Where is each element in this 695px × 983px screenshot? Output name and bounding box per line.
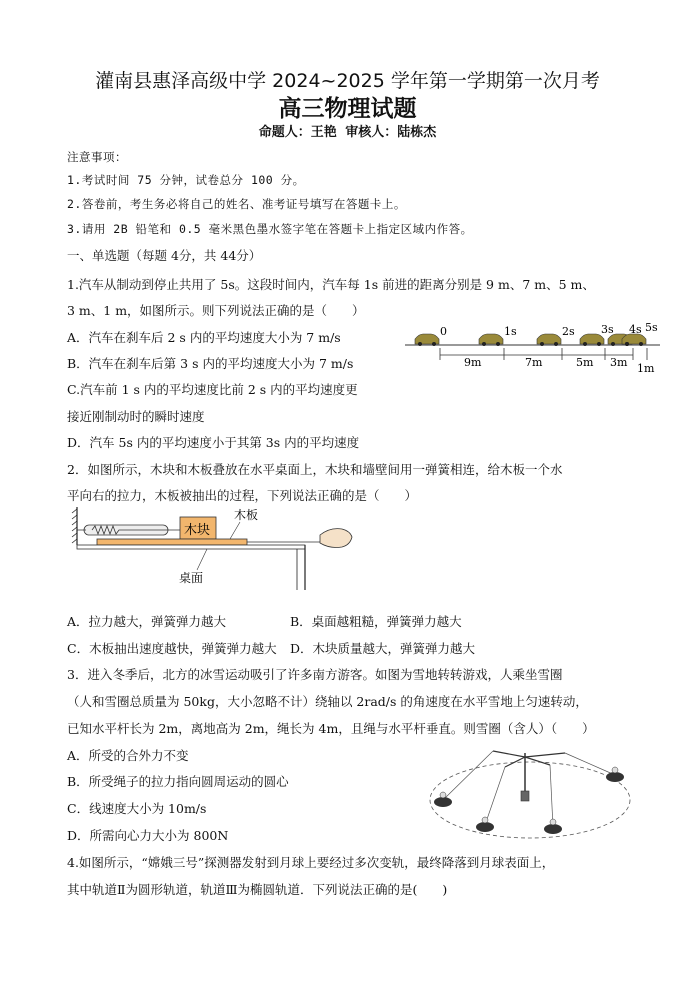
q3-stem-2: （人和雪圈总质量为 50kg，大小忽略不计）绕轴以 2rad/s 的角速度在水平雪地上匀速转动， <box>67 694 588 709</box>
q2-stem-1: 2．如图所示，木块和木板叠放在水平桌面上，木块和墙壁间用一弹簧相连，给木板一个水 <box>67 462 563 477</box>
q3-option-b: B．所受绳子的拉力指向圆周运动的圆心 <box>67 774 289 789</box>
spring-block-figure <box>72 505 362 590</box>
time-label-2s: 2s <box>562 325 575 338</box>
q3-option-c: C．线速度大小为 10m/s <box>67 801 207 816</box>
board-label: 木板 <box>234 508 259 522</box>
q3-option-a: A．所受的合外力不变 <box>67 748 189 763</box>
time-label-5s: 5s <box>645 321 658 334</box>
q3-stem-1: 3．进入冬季后，北方的冰雪运动吸引了许多南方游客。如图为雪地转转游戏，人乘坐雪圈 <box>67 667 563 682</box>
q1-stem-2: 3 m、1 m，如图所示。则下列说法正确的是（ ） <box>67 303 365 318</box>
car-icon <box>479 334 503 344</box>
notes-heading: 注意事项： <box>67 150 127 164</box>
snow-ring-rider-icon <box>544 824 562 834</box>
distance-label-1m: 1m <box>637 362 655 375</box>
exam-title: 高三物理试题 <box>278 96 417 122</box>
distance-label-5m: 5m <box>576 356 594 369</box>
q1-option-c-1: C.汽车前 1 s 内的平均速度比前 2 s 内的平均速度更 <box>67 382 358 397</box>
q2-option-b: B．桌面越粗糙，弹簧弹力越大 <box>290 614 462 629</box>
q1-option-d: D．汽车 5s 内的平均速度小于其第 3s 内的平均速度 <box>67 435 360 450</box>
car-icon <box>415 334 439 344</box>
hand-icon <box>320 529 352 548</box>
distance-label-9m: 9m <box>464 356 482 369</box>
q1-option-c-2: 接近刚制动时的瞬时速度 <box>67 409 205 424</box>
q4-stem-2: 其中轨道Ⅱ为圆形轨道，轨道Ⅲ为椭圆轨道．下列说法正确的是( ) <box>67 882 448 897</box>
car-braking-figure <box>400 320 665 375</box>
note-item-1: 1.考试时间 75 分钟，试卷总分 100 分。 <box>67 173 305 187</box>
q1-option-b: B．汽车在刹车后第 3 s 内的平均速度大小为 7 m/s <box>67 356 354 371</box>
q3-option-d: D．所需向心力大小为 800N <box>67 828 229 843</box>
q3-stem-3: 已知水平杆长为 2m，离地高为 2m，绳长为 4m，且绳与水平杆垂直。则雪圈（含人）（ ） <box>67 721 595 736</box>
note-item-2: 2.答卷前，考生务必将自己的姓名、准考证号填写在答题卡上。 <box>67 197 406 211</box>
car-icon <box>537 334 561 344</box>
block-label: 木块 <box>184 523 211 538</box>
snow-ring-rider-icon <box>606 772 624 782</box>
school-title: 灌南县惠泽高级中学 2024~2025 学年第一学期第一次月考 <box>95 70 600 92</box>
distance-label-3m: 3m <box>610 356 628 369</box>
authors-line: 命题人：王艳 审核人：陆栋杰 <box>258 125 437 140</box>
snow-ring-rider-icon <box>476 822 494 832</box>
snow-ring-figure <box>425 745 635 845</box>
note-item-3: 3.请用 2B 铅笔和 0.5 毫米黑色墨水签字笔在答题卡上指定区域内作答。 <box>67 222 473 236</box>
time-label-4s: 4s <box>629 323 642 336</box>
time-label-1s: 1s <box>504 325 517 338</box>
q2-option-c: C．木板抽出速度越快，弹簧弹力越大 <box>67 641 277 656</box>
q2-stem-2: 平向右的拉力，木板被抽出的过程，下列说法正确的是（ ） <box>67 488 418 503</box>
section-heading: 一、单选题（每题 4分，共 44分） <box>67 248 262 263</box>
time-label-3s: 3s <box>601 323 614 336</box>
q2-option-d: D．木块质量越大，弹簧弹力越大 <box>290 641 476 656</box>
distance-label-7m: 7m <box>525 356 543 369</box>
q1-stem-1: 1.汽车从制动到停止共用了 5s。这段时间内，汽车每 1s 前进的距离分别是 9 m、7 m、5 m、 <box>67 277 595 292</box>
time-label-0: 0 <box>440 325 447 338</box>
snow-ring-rider-icon <box>434 797 452 807</box>
table-label: 桌面 <box>179 571 204 585</box>
q1-option-a: A．汽车在刹车后 2 s 内的平均速度大小为 7 m/s <box>67 330 341 345</box>
q2-option-a: A．拉力越大，弹簧弹力越大 <box>67 614 227 629</box>
q4-stem-1: 4.如图所示，“嫦娥三号”探测器发射到月球上要经过多次变轨，最终降落到月球表面上， <box>67 855 555 870</box>
